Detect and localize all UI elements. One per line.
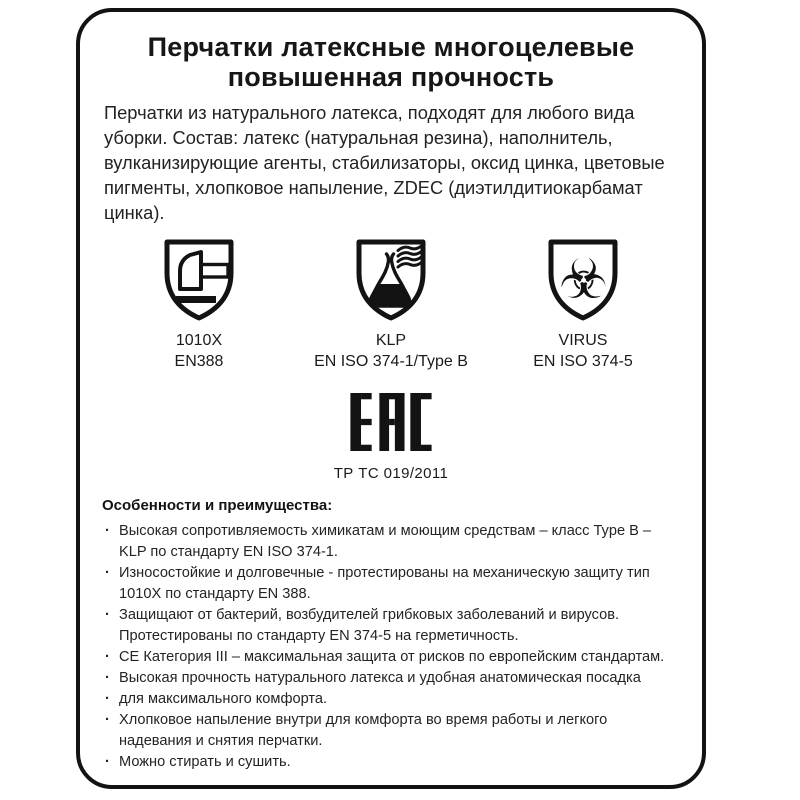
list-item: · Можно стирать и сушить. [102,752,680,773]
certification-code: KLP [375,331,407,349]
biohazard-shield-icon [544,237,622,323]
certification-labels [533,330,633,373]
certification-standard: EN388 [174,353,224,371]
certification-biohazard [489,237,677,373]
certification-chemical [297,237,485,373]
list-item: · CE Категория III – максимальная защита от рисков по европейским стандартам. [102,647,680,668]
list-item: · Высокая прочность натурального латекса и удобная анатомическая посадка [102,668,680,689]
list-item: · Высокая сопротивляемость химикатам и моющим средствам – класс Type B – KLP по стандарту EN ISO 374-1. [102,521,680,563]
product-title [102,32,680,92]
certification-labels [314,330,468,373]
certification-code: VIRUS [558,331,608,349]
eac-regulation: ТР ТС 019/2011 [333,465,449,483]
features-heading: Особенности и преимущества: [102,497,333,515]
product-label-card [76,8,706,789]
list-item: · Хлопковое напыление внутри для комфорта во время работы и легкого надевания и снятия перчатки. [102,710,680,752]
list-item: · для максимального комфорта. [102,689,680,710]
certification-labels [175,330,224,373]
eac-conformity-block [102,393,680,482]
list-item: · Износостойкие и долговечные - протестированы на механическую защиту тип 1010X по стандарту EN 388. [102,563,680,605]
mechanical-hazard-shield-icon [160,237,238,323]
product-title-line2: повышенная прочность [227,62,555,93]
certification-mechanical [105,237,293,373]
certification-row [102,237,680,373]
svg-text:☣: ☣ [558,246,609,311]
eac-mark-icon [350,393,432,451]
list-item: · Защищают от бактерий, возбудителей грибковых заболеваний и вирусов. Протестированы по стандарту EN 374-5 на герметичность. [102,605,680,647]
features-section [102,497,680,773]
certification-code: 1010X [175,331,223,349]
product-description: Перчатки из натурального латекса, подходят для любого вида уборки. Состав: латекс (натуральная резина), наполнитель, вулканизирующие агенты, стабилизаторы, оксид цинка, цветовые пигменты, хлопковое напыление, ZDEC (диэтилдитиокарбамат цинка). [104,102,665,223]
chemical-hazard-shield-icon [352,237,430,323]
certification-standard: EN ISO 374-1/Type B [314,353,468,371]
certification-standard: EN ISO 374-5 [533,353,633,371]
features-list [102,521,680,773]
product-title-line1: Перчатки латексные многоцелевые [147,32,635,62]
